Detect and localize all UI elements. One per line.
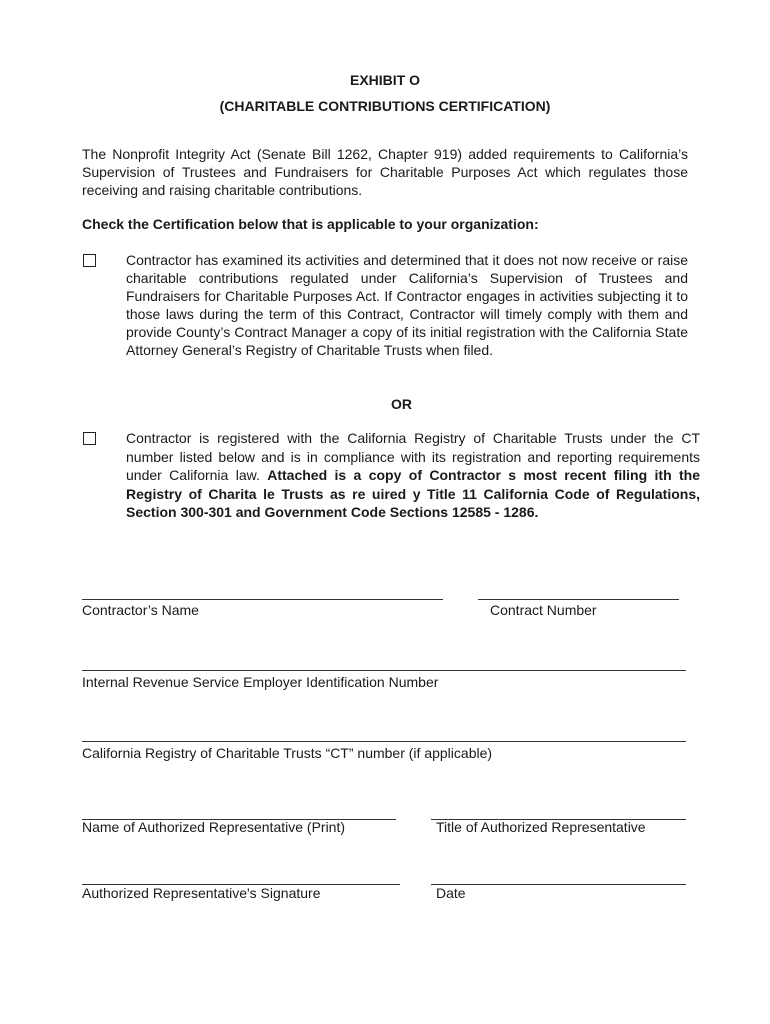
option2-text xyxy=(126,429,700,522)
option2-checkbox[interactable] xyxy=(83,432,96,445)
ct-number-line[interactable] xyxy=(82,741,686,742)
contractor-name-label: Contractor’s Name xyxy=(82,602,199,618)
rep-signature-label: Authorized Representative's Signature xyxy=(82,885,321,901)
or-separator: OR xyxy=(391,396,412,412)
instruction-text: Check the Certification below that is applicable to your organization: xyxy=(82,216,539,232)
ein-label: Internal Revenue Service Employer Identification Number xyxy=(82,674,439,690)
rep-title-label: Title of Authorized Representative xyxy=(436,819,646,835)
option1-text: Contractor has examined its activities and determined that it does not now receive or raise charitable contributions regulated under California’s Supervision of Trustees and Fundraisers for Charitable Purposes Act. If Contractor engages in activities subjecting it to those laws during the term of this Contract, Contractor will timely comply with them and provide County’s Contract Manager a copy of its initial registration with the California State Attorney General’s Registry of Charitable Trusts when filed. xyxy=(126,252,688,358)
exhibit-title: EXHIBIT O xyxy=(349,72,420,88)
option1-checkbox[interactable] xyxy=(83,254,96,267)
option2-normal-text: Contractor is registered with the California Registry of Charitable Trusts under the CT number listed below and is in compliance with its registration and reporting requirements under California law. xyxy=(126,430,700,483)
option2-bold-text: Attached is a copy of Contractor s most recent filing ith the Registry of Charita le Trusts as re uired y Title 11 California Code of Regulations, Section 300-301 and Government Code Sections 12585 - 1286. xyxy=(126,467,700,520)
ein-line[interactable] xyxy=(82,670,686,671)
rep-name-label: Name of Authorized Representative (Print) xyxy=(82,819,346,835)
date-label: Date xyxy=(436,885,466,901)
contract-number-label: Contract Number xyxy=(490,602,597,618)
intro-paragraph: The Nonprofit Integrity Act (Senate Bill 1262, Chapter 919) added requirements to California’s Supervision of Trustees and Fundraisers for Charitable Purposes Act which regulates those receiving and raising charitable contributions. xyxy=(82,146,688,198)
contractor-name-line[interactable] xyxy=(82,599,443,600)
date-line[interactable] xyxy=(431,884,686,885)
contract-number-line[interactable] xyxy=(478,599,679,600)
ct-number-label: California Registry of Charitable Trusts “CT” number (if applicable) xyxy=(82,745,493,761)
exhibit-subtitle: (CHARITABLE CONTRIBUTIONS CERTIFICATION) xyxy=(219,98,551,114)
